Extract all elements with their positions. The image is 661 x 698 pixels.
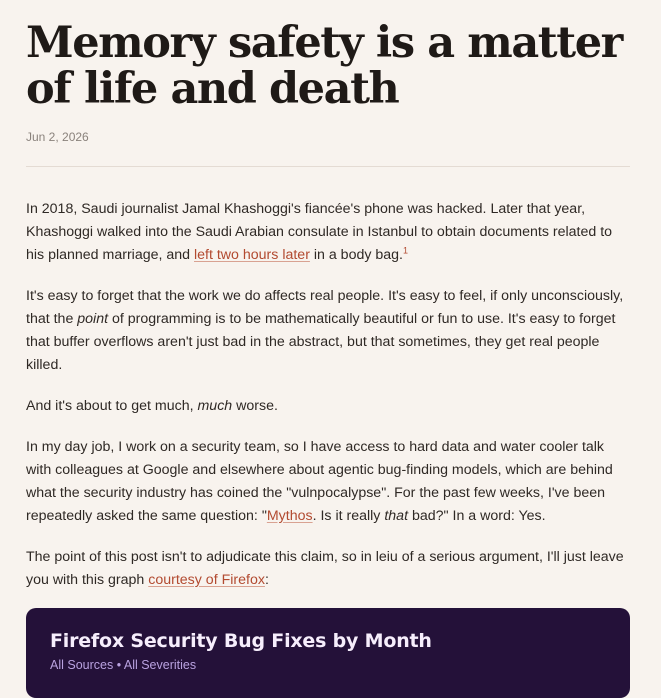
paragraph-4-text-c: bad?" In a word: Yes.: [408, 508, 546, 524]
paragraph-2-text-b: of programming is to be mathematically beautiful or fun to use. It's easy to forget that buffer overflows aren't just bad in the abstract, but that sometimes, they get real people killed.: [26, 311, 616, 373]
paragraph-4-text-a: In my day job, I work on a security team, so I have access to hard data and water cooler talk with colleagues at Google and elsewhere about agentic bug-finding models, which are behind what the security industry has coined the "vulnpocalypse". For the past few weeks, I've been repeatedly asked the same question: ": [26, 439, 613, 524]
paragraph-5-text-b: :: [264, 572, 269, 588]
chart-card-subtitle: All Sources • All Severities: [50, 658, 197, 672]
paragraph-1-text-a: In 2018, Saudi journalist Jamal Khashoggi's fiancée's phone was hacked. Later that year, Khashoggi walked into the Saudi Arabian consulate in Istanbul to obtain documents related to his planned marriage, and: [26, 201, 613, 263]
footnote-1-link[interactable]: 1: [403, 245, 409, 256]
paragraph-3: [26, 395, 630, 418]
article-body: [26, 198, 630, 610]
paragraph-3-text-b: worse.: [232, 398, 278, 414]
paragraph-3-text-a: And it's about to get much,: [26, 398, 198, 414]
chart-card-title: Firefox Security Bug Fixes by Month: [50, 630, 432, 652]
paragraph-2-emphasis: point: [77, 311, 109, 327]
paragraph-5: [26, 546, 630, 592]
courtesy-of-firefox-link[interactable]: courtesy of Firefox: [148, 572, 265, 588]
paragraph-4-emphasis: that: [384, 508, 409, 524]
divider: [26, 166, 630, 167]
left-two-hours-later-link[interactable]: left two hours later: [194, 247, 310, 263]
paragraph-2-text-a: It's easy to forget that the work we do affects real people. It's easy to feel, if only unconsciously, that the: [26, 288, 624, 327]
paragraph-1-text-b: in a body bag.: [309, 247, 403, 263]
paragraph-4: [26, 436, 630, 528]
paragraph-1: [26, 198, 630, 267]
chart-card: [26, 608, 630, 698]
mythos-link[interactable]: Mythos: [266, 508, 313, 524]
article-title: Memory safety is a matter of life and death: [26, 18, 622, 114]
paragraph-5-text-a: The point of this post isn't to adjudicate this claim, so in leiu of a serious argument, I'll just leave you with this graph: [26, 549, 624, 588]
paragraph-4-text-b: . Is it really: [312, 508, 385, 524]
paragraph-3-emphasis: much: [197, 398, 233, 414]
paragraph-2: [26, 285, 630, 377]
article-date: Jun 2, 2026: [26, 130, 89, 144]
